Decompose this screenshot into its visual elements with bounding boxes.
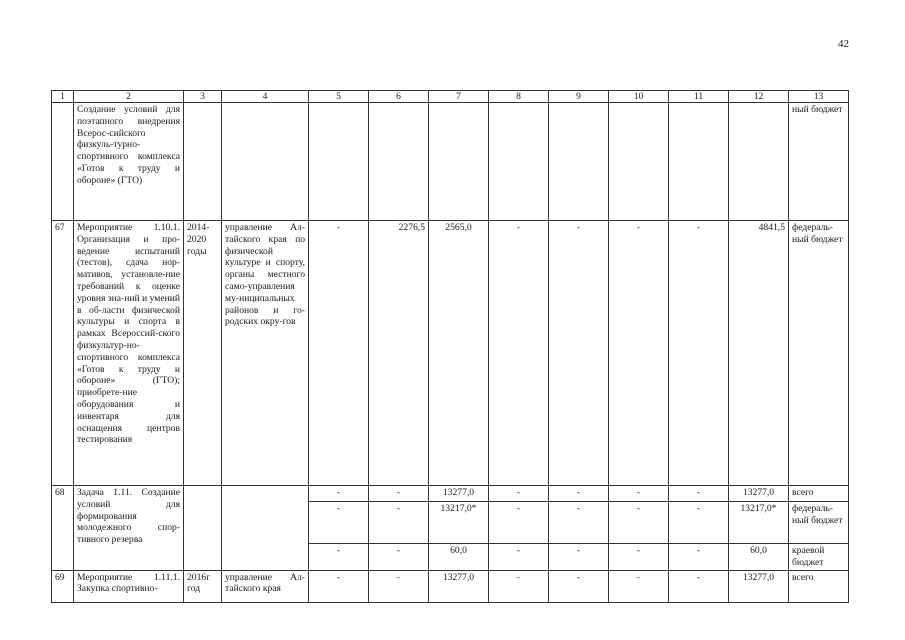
funding-source: всего <box>789 570 849 602</box>
value-cell: - <box>669 544 729 571</box>
value-cell: - <box>489 502 549 544</box>
value-cell: - <box>609 486 669 502</box>
measure-name: Задача 1.11. Создание условий для формирования молодежного спор-тивного резерва <box>74 486 184 571</box>
header-cell: 4 <box>222 91 309 103</box>
header-cell: 13 <box>789 91 849 103</box>
header-cell: 7 <box>429 91 489 103</box>
value-cell: - <box>489 570 549 602</box>
value-cell: - <box>549 544 609 571</box>
header-cell: 5 <box>309 91 369 103</box>
header-cell: 8 <box>489 91 549 103</box>
value-cell: 60,0 <box>429 544 489 571</box>
value-cell: 4841,5 <box>729 221 789 486</box>
value-cell: - <box>669 502 729 544</box>
header-cell: 12 <box>729 91 789 103</box>
value-cell: - <box>669 570 729 602</box>
table-row <box>52 570 849 602</box>
funding-source: всего <box>789 486 849 502</box>
value-cell: - <box>669 486 729 502</box>
value-cell: 2276,5 <box>369 221 429 486</box>
value-cell: - <box>669 221 729 486</box>
row-number: 68 <box>52 486 74 571</box>
value-cell: 13217,0* <box>729 502 789 544</box>
row-number: 69 <box>52 570 74 602</box>
measure-name: Создание условий для поэтапного внедрения Всерос-сийского физкуль-турно-спортивного комплекса «Готов к труду и обороне» (ГТО) <box>74 103 184 221</box>
funding-source: федераль-ный бюджет <box>789 221 849 486</box>
value-cell: - <box>609 570 669 602</box>
header-cell: 10 <box>609 91 669 103</box>
value-cell: - <box>609 544 669 571</box>
funding-source: ный бюджет <box>789 103 849 221</box>
value-cell: - <box>549 486 609 502</box>
measure-name: Мероприятие 1.10.1. Организация и про-ведение испытаний (тестов), сдача нор-мативов, установле-ние требований к оценке уровня зна-ний и умений в об-ласти физической культуры и спорта в рамках Всероссий-ского физкультур-но-спортивного комплекса «Готов к труду и обороне» (ГТО); приобрете-ние оборудования и инвентаря для оснащения центров тестирования <box>74 221 184 486</box>
executor-cell: управление Ал-тайского края <box>222 570 309 602</box>
header-cell: 3 <box>184 91 222 103</box>
header-cell: 6 <box>369 91 429 103</box>
value-cell: - <box>549 221 609 486</box>
table-row <box>52 103 849 221</box>
value-cell: 13277,0 <box>729 570 789 602</box>
page-number: 42 <box>838 38 849 50</box>
value-cell: - <box>309 221 369 486</box>
value-cell: - <box>369 486 429 502</box>
measure-name: Мероприятие 1.11.1. Закупка спортивно- <box>74 570 184 602</box>
value-cell: - <box>309 502 369 544</box>
value-cell: - <box>609 221 669 486</box>
row-number: 67 <box>52 221 74 486</box>
header-cell: 11 <box>669 91 729 103</box>
value-cell: - <box>489 486 549 502</box>
value-cell: 13217,0* <box>429 502 489 544</box>
period-cell: 2016г год <box>184 570 222 602</box>
table-row <box>52 221 849 486</box>
value-cell: - <box>489 221 549 486</box>
value-cell: - <box>609 502 669 544</box>
value-cell: 60,0 <box>729 544 789 571</box>
value-cell: - <box>309 570 369 602</box>
period-cell: 2014-2020 годы <box>184 221 222 486</box>
value-cell: 13277,0 <box>429 570 489 602</box>
value-cell: - <box>369 570 429 602</box>
header-cell: 1 <box>52 91 74 103</box>
funding-source: краевой бюджет <box>789 544 849 571</box>
value-cell: - <box>369 544 429 571</box>
value-cell: 13277,0 <box>729 486 789 502</box>
header-cell: 9 <box>549 91 609 103</box>
table-row <box>52 486 849 502</box>
header-cell: 2 <box>74 91 184 103</box>
value-cell: - <box>549 570 609 602</box>
header-row <box>52 91 849 103</box>
value-cell: - <box>309 544 369 571</box>
value-cell: 13277,0 <box>429 486 489 502</box>
executor-cell: управление Ал-тайского края по физической культуре и спорту, органы местного само-управления му-ниципальных районов и го-родских окру-гов <box>222 221 309 486</box>
value-cell: - <box>489 544 549 571</box>
budget-table <box>51 90 849 603</box>
value-cell: - <box>549 502 609 544</box>
value-cell: 2565,0 <box>429 221 489 486</box>
funding-source: федераль-ный бюджет <box>789 502 849 544</box>
value-cell: - <box>369 502 429 544</box>
value-cell: - <box>309 486 369 502</box>
